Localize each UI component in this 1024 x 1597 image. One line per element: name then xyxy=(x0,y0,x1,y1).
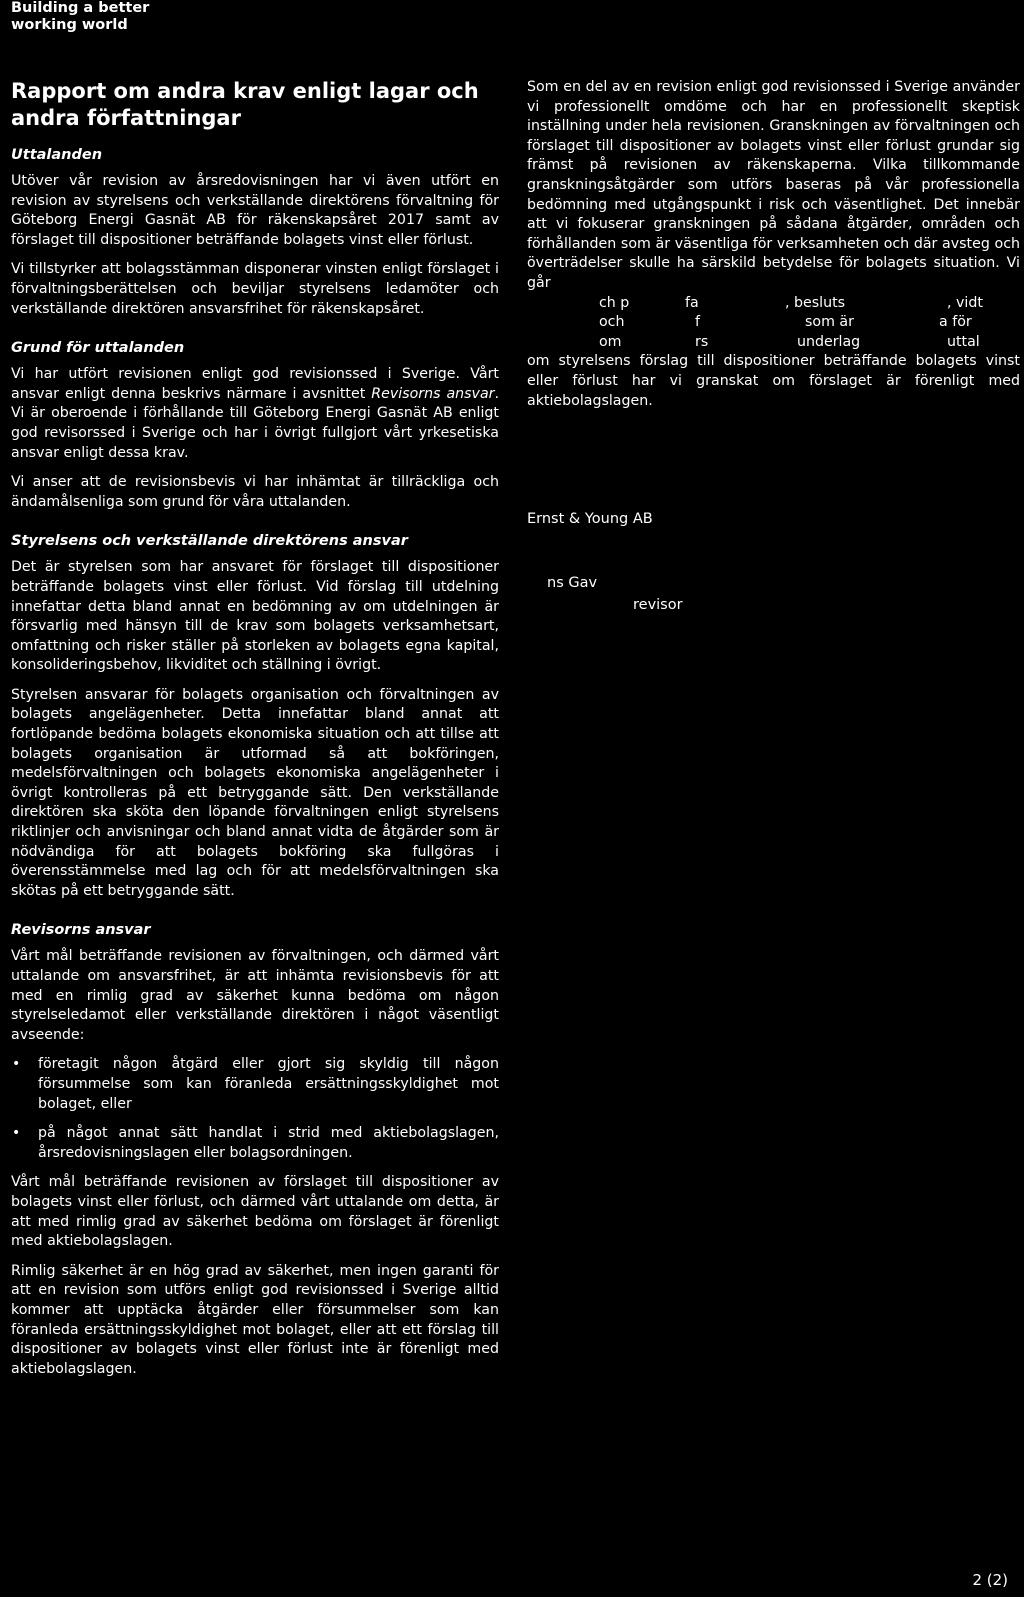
signer-title-fragment: revisor xyxy=(633,597,683,614)
grund-text-a: Vi har utfört revisionen enligt god revisionssed i Sverige. Vårt ansvar enligt denna beskrivs närmare i avsnittet xyxy=(11,366,499,402)
list-item xyxy=(11,1124,499,1163)
paragraph-styrelse-1: Det är styrelsen som har ansvaret för förslaget till dispositioner beträffande bolagets vinst eller förlust. Vid förslag till utdelning innefattar detta bland annat en bedömning av om utdelningen är försvarlig med hänsyn till de krav som bolagets verksamhetsart, omfattning och risker ställer på storleken av bolagets egna kapital, konsolideringsbehov, likviditet och ställning i övrigt. xyxy=(11,559,499,674)
redacted-line-1 xyxy=(527,294,1020,314)
fragment-text: ch p xyxy=(599,294,630,311)
fragment-text: underlag xyxy=(797,333,861,350)
heading-uttalanden: Uttalanden xyxy=(11,147,103,163)
fragment-text: uttal xyxy=(947,333,980,350)
paragraph-revisorns-2: Vårt mål beträffande revisionen av förslaget till dispositioner av bolagets vinst eller förlust, och därmed vårt uttalande om detta, är att med rimlig grad av säkerhet bedöma om förslaget är förenligt med aktiebolagslagen. xyxy=(11,1174,499,1250)
right-column xyxy=(527,78,1020,635)
logo-line-2: working world xyxy=(11,17,128,33)
grund-text-emphasis: Revisorns ansvar xyxy=(371,385,495,402)
signature-block xyxy=(527,575,1020,635)
paragraph-revisorns-1: Vårt mål beträffande revisionen av förvaltningen, och därmed vårt uttalande om ansvarsfrihet, är att inhämta revisionsbevis för att med en rimlig grad av säkerhet kunna bedöma om någon styrelseledamot eller verkställande direktören i något väsentligt avseende: xyxy=(11,948,499,1043)
left-column xyxy=(11,78,499,1389)
paragraph-grund-1 xyxy=(11,365,499,463)
fragment-text: och xyxy=(599,314,625,331)
redacted-line-2 xyxy=(527,313,1020,333)
fragment-text: f xyxy=(695,314,700,331)
page-title: Rapport om andra krav enligt lagar och andra författningar xyxy=(11,79,479,130)
fragment-text: rs xyxy=(695,333,709,350)
redacted-line-3 xyxy=(527,333,1020,353)
bullet-icon: • xyxy=(12,1125,21,1142)
paragraph-right-1: Som en del av en revision enligt god revisionssed i Sverige använder vi professionellt omdöme och har en professionellt skeptisk inställning under hela revisionen. Granskningen av förvaltningen och förslaget till dispositioner av bolagets vinst eller förlust grundar sig främst på revisionen av räkenskaperna. Vilka tillkommande granskningsåtgärder som utförs baseras på vår professionella bedömning med utgångspunkt i risk och väsentlighet. Det innebär att vi fokuserar granskningen på sådana åtgärder, områden och förhållanden som är väsentliga för verksamheten och där avsteg och överträdelser skulle ha särskild betydelse för bolagets situation. Vi går xyxy=(527,79,1020,291)
logo-line-1: Building a better xyxy=(11,0,150,16)
paragraph-styrelse-2: Styrelsen ansvarar för bolagets organisation och förvaltningen av bolagets angelägenheter. Detta innefattar bland annat att fortlöpande bedöma bolagets ekonomiska situation och att tillse att bolagets organisation är utformad så att bokföringen, medelsförvaltningen och bolagets ekonomiska angelägenheter i övrigt kontrolleras på ett betryggande sätt. Den verkställande direktören ska sköta den löpande förvaltningen enligt styrelsens riktlinjer och anvisningar och bland annat vidta de åtgärder som är nödvändiga för att bolagets bokföring ska fullgöras i överensstämmelse med lag och för att medelsförvaltningen ska skötas på ett betryggande sätt. xyxy=(11,686,499,899)
fragment-text: , vidt xyxy=(947,294,983,311)
ey-logo-tagline xyxy=(11,0,149,34)
heading-styrelse: Styrelsens och verkställande direktörens ansvar xyxy=(11,533,408,550)
heading-grund: Grund för uttalanden xyxy=(11,340,185,357)
fragment-text: a för xyxy=(939,314,972,331)
bullet-text: företagit någon åtgärd eller gjort sig skyldig till någon försummelse som kan föranleda ersättningsskyldighet mot bolaget, eller xyxy=(38,1056,499,1112)
heading-revisorns: Revisorns ansvar xyxy=(11,922,151,939)
grund-text-b: . Vi är oberoende i förhållande till Göteborg Energi Gasnät AB enligt god revisorssed i Sverige och har i övrigt fullgjort vårt yrkesetiska ansvar enligt dessa krav. xyxy=(11,385,499,461)
paragraph-right-2: om styrelsens förslag till dispositioner beträffande bolagets vinst eller förlust har vi granskat om förslaget är förenligt med aktiebolagslagen. xyxy=(527,353,1020,409)
signer-name-fragment: ns Gav xyxy=(547,575,598,592)
audit-firm-name: Ernst & Young AB xyxy=(527,511,653,528)
list-item xyxy=(11,1055,499,1114)
paragraph-revisorns-3: Rimlig säkerhet är en hög grad av säkerhet, men ingen garanti för att en revision som utförs enligt god revisionssed i Sverige alltid kommer att upptäcka åtgärder eller försummelser som kan föranleda ersättningsskyldighet mot bolaget, eller att ett förslag till dispositioner av bolagets vinst eller förlust inte är förenligt med aktiebolagslagen. xyxy=(11,1262,499,1377)
fragment-text: fa xyxy=(685,294,699,311)
bullet-list xyxy=(11,1055,499,1163)
fragment-text: om xyxy=(599,333,622,350)
page-number: 2 (2) xyxy=(972,1571,1008,1589)
paragraph-uttalanden-2: Vi tillstyrker att bolagsstämman disponerar vinsten enligt förslaget i förvaltningsberättelsen och beviljar styrelsens ledamöter och verkställande direktören ansvarsfrihet för räkenskapsåret. xyxy=(11,261,499,317)
paragraph-grund-2: Vi anser att de revisionsbevis vi har inhämtat är tillräckliga och ändamålsenliga som grund för våra uttalanden. xyxy=(11,474,499,510)
paragraph-uttalanden-1: Utöver vår revision av årsredovisningen har vi även utfört en revision av styrelsens och verkställande direktörens förvaltning för Göteborg Energi Gasnät AB för räkenskapsåret 2017 samt av förslaget till dispositioner beträffande bolagets vinst eller förlust. xyxy=(11,173,499,248)
bullet-text: på något annat sätt handlat i strid med aktiebolagslagen, årsredovisningslagen eller bolagsordningen. xyxy=(38,1125,499,1161)
fragment-text: som är xyxy=(805,314,854,331)
bullet-icon: • xyxy=(12,1056,21,1073)
fragment-text: , besluts xyxy=(785,294,846,311)
